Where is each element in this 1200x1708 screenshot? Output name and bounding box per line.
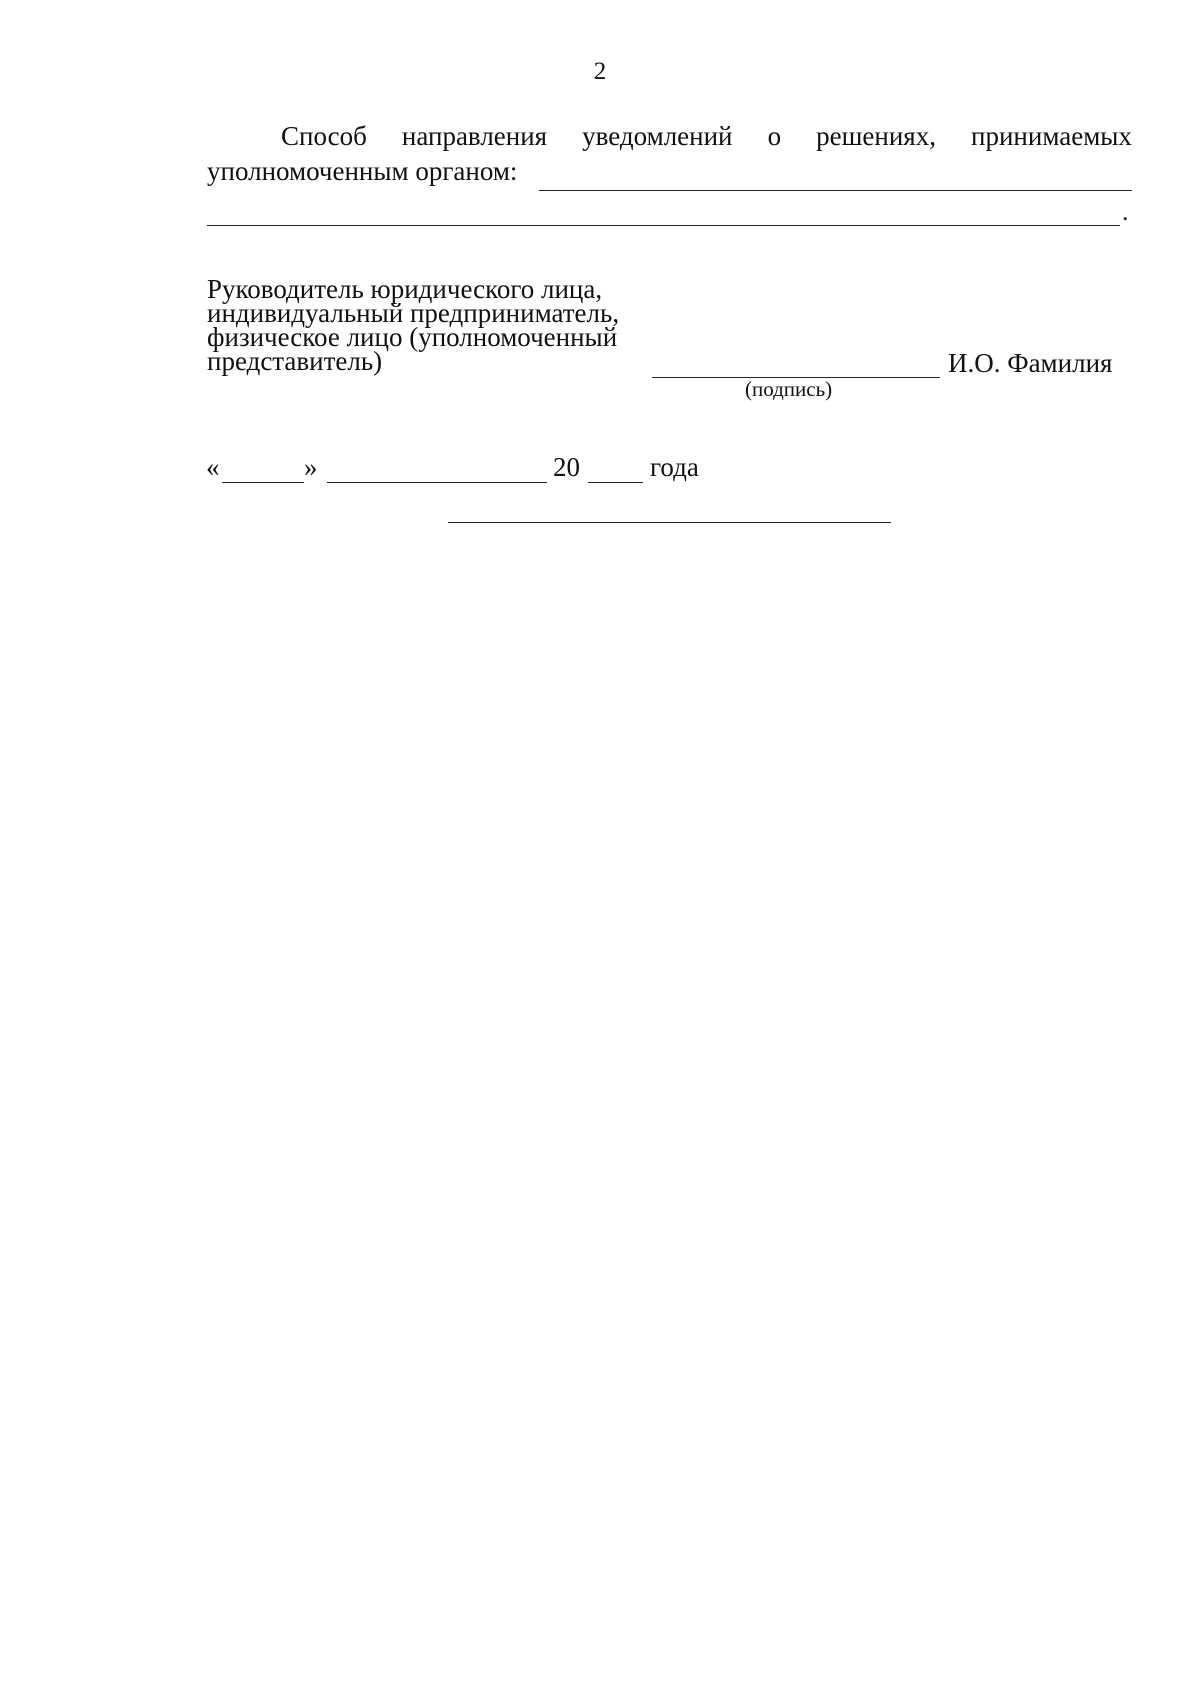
page-number: 2 [593,58,607,85]
word: решениях, [816,121,936,151]
date-century: 20 [553,452,580,482]
signatory-position-line: индивидуальный предприниматель, [207,298,620,328]
signatory-position-line: физическое лицо (уполномоченный [207,322,618,352]
word: направления [401,121,548,151]
date-day-blank[interactable] [222,482,304,483]
signatory-position-line: представитель) [207,346,383,376]
end-period: . [1122,197,1129,226]
word: Способ [281,121,367,151]
date-close-quote: » [304,452,318,482]
signatory-position [207,274,620,376]
notification-method-line-1 [207,121,1132,152]
date-open-quote: « [206,452,220,482]
signatory-position-line: Руководитель юридического лица, [207,274,603,304]
signatory-name: И.О. Фамилия [948,348,1113,378]
notification-method-blank-2[interactable] [207,225,1120,226]
notification-method-label: уполномоченным органом: [207,156,518,186]
date-year-word: года [650,452,699,482]
word: уведомлений [582,121,733,151]
notification-method-blank-1[interactable] [539,190,1132,191]
word: о [767,121,782,151]
word: принимаемых [971,121,1132,151]
signature-caption: (подпись) [745,377,833,401]
closing-rule [448,522,891,523]
date-month-blank[interactable] [327,482,547,483]
date-year-blank[interactable] [588,482,643,483]
